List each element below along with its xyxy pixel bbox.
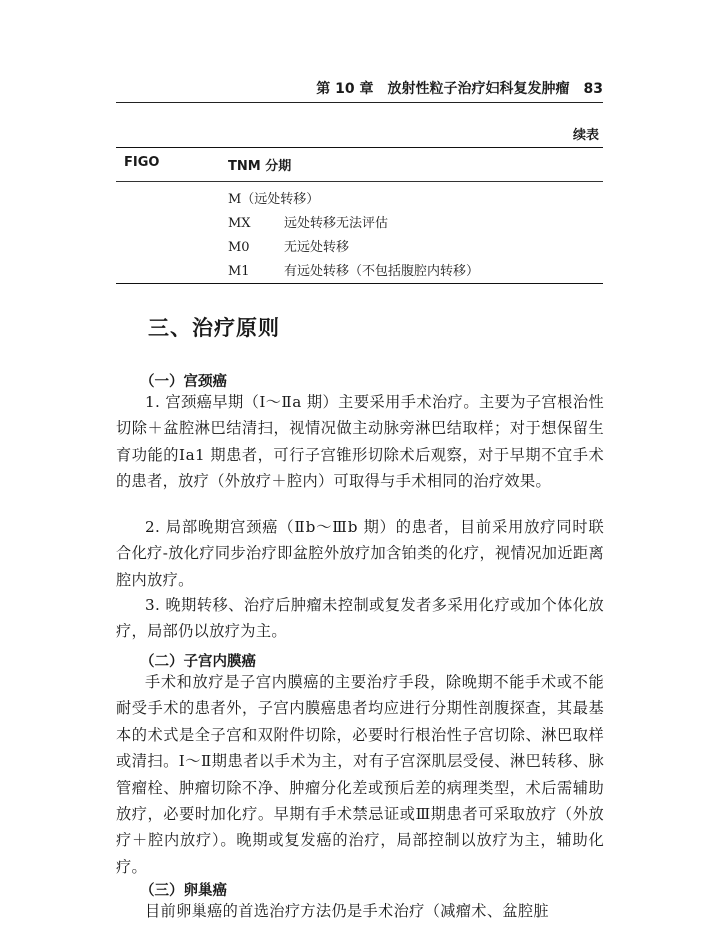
subsection-heading-endometrial: （二）子宫内膜癌 [140,654,256,670]
paragraph: 3. 晚期转移、治疗后肿瘤未控制或复发者多采用化疗或加个体化放疗，局部仍以放疗为主。 [116,596,604,641]
table-header-figo: FIGO [124,155,160,170]
section-title: 三、治疗原则 [148,316,280,340]
page-number: 83 [583,81,603,97]
table-header-rule [116,181,603,182]
table-continued-label: 续表 [572,128,599,143]
subsection-heading-ovarian: （三）卵巢癌 [140,883,227,899]
subsection-heading-cervical: （一）宫颈癌 [140,374,227,390]
running-header [116,78,603,100]
table-row [228,236,349,255]
paragraph: 手术和放疗是子宫内膜癌的主要治疗手段，除晚期不能手术或不能耐受手术的患者外，子宫内膜癌患者均应进行分期性剖腹探查，其最基本的术式是全子宫和双附件切除，必要时行根治性子宫切除、淋巴取样或清扫。Ⅰ～Ⅱ期患者以手术为主，对有子宫深肌层受侵、淋巴转移、脉管瘤栓、肿瘤切除不净、肿瘤分化差或预后差的病理类型，术后需辅助放疗，必要时加化疗。早期有手术禁忌证或Ⅲ期患者可采取放疗（外放疗＋腔内放疗）。晚期或复发癌的治疗，局部控制以放疗为主，辅助化疗。 [116,673,604,876]
table-cell-code: M（远处转移） [228,192,320,207]
table-cell-desc: 有远处转移（不包括腹腔内转移） [284,264,480,279]
table-cell-desc: 远处转移无法评估 [284,216,389,231]
table-bottom-rule [116,283,603,284]
table-top-rule [116,147,603,148]
header-rule [116,102,603,103]
table-cell-code: M0 [228,240,250,255]
paragraph: 目前卵巢癌的首选治疗方法仍是手术治疗（减瘤术、盆腔脏 [145,902,549,920]
paragraph: 2. 局部晚期宫颈癌（Ⅱb～Ⅲb 期）的患者，目前采用放疗同时联合化疗-放化疗同步治疗即盆腔外放疗加含铂类的化疗，视情况加近距离腔内放疗。 [116,518,604,589]
paragraph: 1. 宫颈癌早期（Ⅰ～Ⅱa 期）主要采用手术治疗。主要为子宫根治性切除＋盆腔淋巴结清扫，视情况做主动脉旁淋巴结取样；对于想保留生育功能的Ⅰa1 期患者，可行子宫锥形切除术后观察，对于早期不宜手术的患者，放疗（外放疗＋腔内）可取得与手术相同的治疗效果。 [116,393,604,491]
table-row [228,188,319,207]
table-header-tnm: TNM 分期 [228,159,292,174]
table-row [228,212,388,231]
chapter-title: 第 10 章 放射性粒子治疗妇科复发肿瘤 [316,81,570,97]
table-cell-code: MX [228,216,251,231]
table-cell-code: M1 [228,264,250,279]
table-row [228,260,479,279]
table-cell-desc: 无远处转移 [284,240,350,255]
